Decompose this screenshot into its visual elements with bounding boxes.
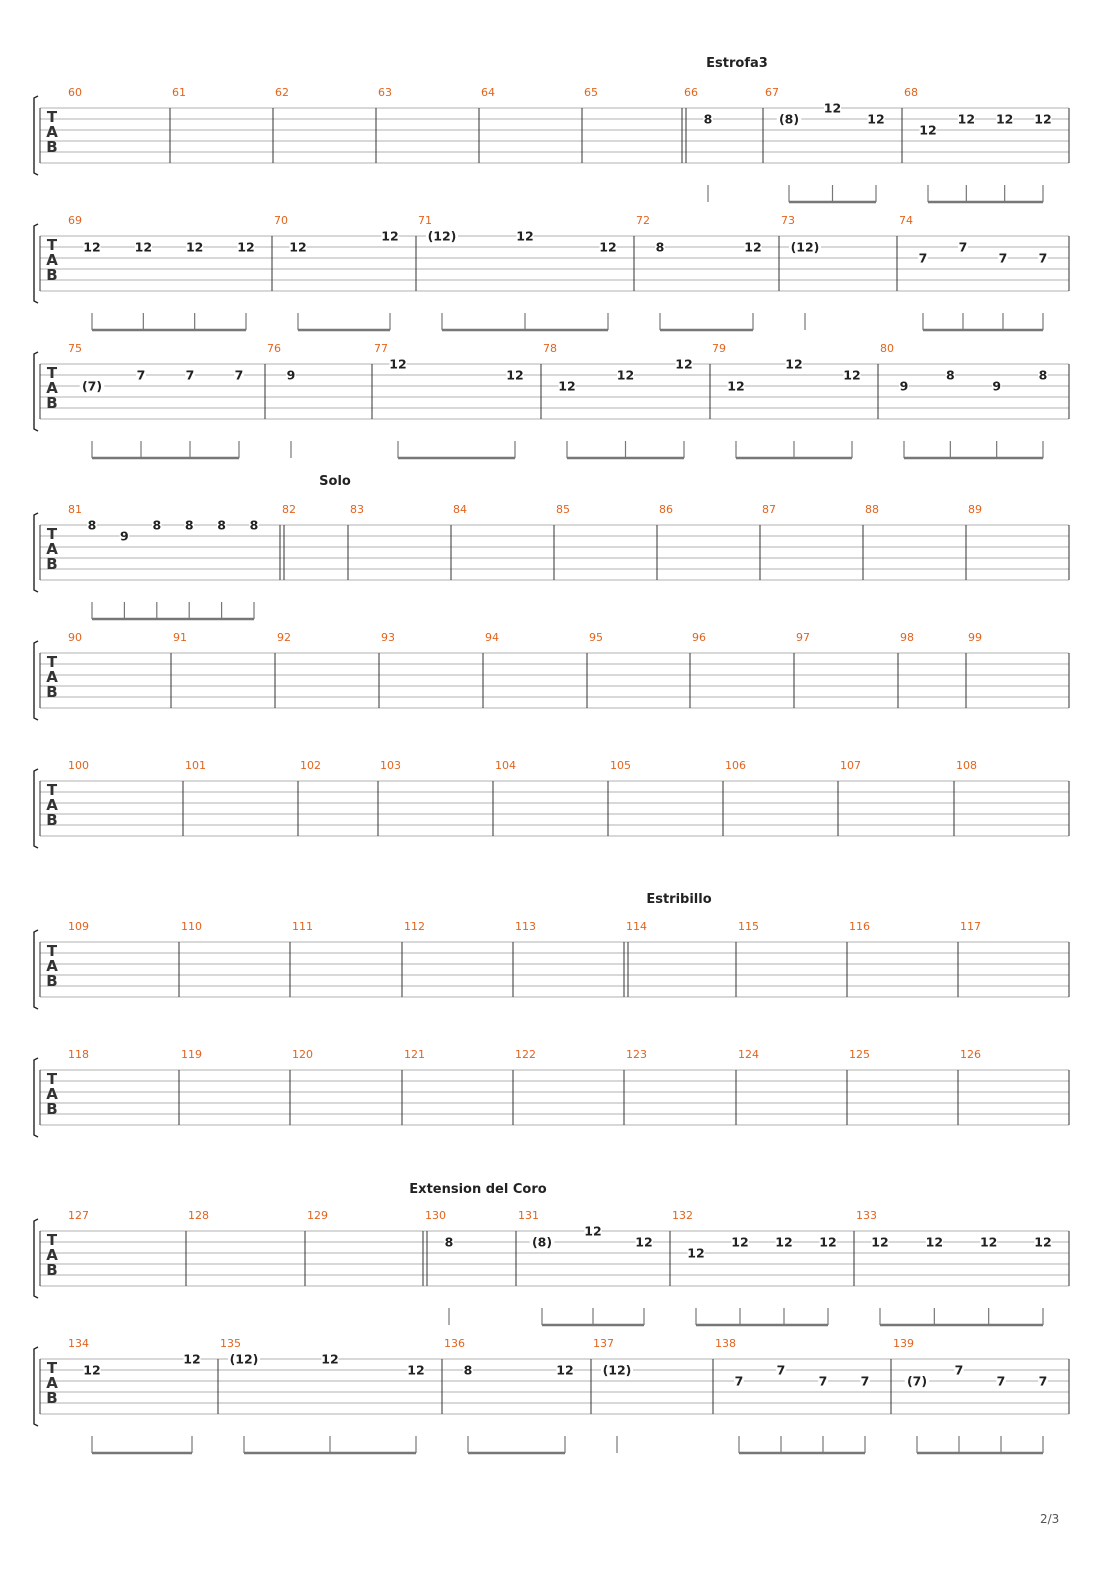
- fret-number: 12: [727, 378, 745, 394]
- measure: [765, 86, 885, 202]
- measure-number: 73: [781, 214, 795, 227]
- measure: [968, 503, 982, 516]
- system-bracket: [34, 96, 38, 175]
- measure: [692, 631, 706, 644]
- fret-number: 12: [185, 239, 204, 255]
- tab-clef-letter: B: [46, 972, 58, 990]
- tab-clef-letter: A: [46, 796, 58, 814]
- measure-number: 107: [840, 759, 861, 772]
- measure-number: 81: [68, 503, 82, 516]
- fret-number: 9: [899, 378, 909, 394]
- fret-number: 12: [823, 100, 842, 116]
- measure-number: 98: [900, 631, 914, 644]
- measure: [849, 1048, 870, 1061]
- measure: [515, 920, 536, 933]
- measure: [781, 214, 821, 330]
- measure-number: 130: [425, 1209, 446, 1222]
- measure-number: 135: [220, 1337, 241, 1350]
- fret-number: 12: [83, 239, 101, 255]
- measure-number: 133: [856, 1209, 877, 1222]
- measure: [277, 631, 291, 644]
- tab-clef-letter: B: [46, 1100, 58, 1118]
- fret-number: 7: [958, 239, 968, 255]
- fret-number: (12): [602, 1362, 632, 1378]
- fret-number: 7: [734, 1373, 744, 1389]
- fret-number: 8: [217, 517, 226, 533]
- measure: [188, 1209, 209, 1222]
- measure: [659, 503, 673, 516]
- measure-number: 75: [68, 342, 82, 355]
- measure-number: 137: [593, 1337, 614, 1350]
- measure-number: 128: [188, 1209, 209, 1222]
- measure: [374, 342, 524, 458]
- measure: [796, 631, 810, 644]
- tab-clef-letter: B: [46, 1389, 58, 1407]
- tab-clef-letter: T: [46, 108, 58, 126]
- measure-number: 91: [173, 631, 187, 644]
- measure: [404, 1048, 425, 1061]
- tab-system: [34, 56, 1069, 202]
- system-bracket: [34, 641, 38, 720]
- tab-clef-letter: A: [46, 540, 58, 558]
- measure: [589, 631, 603, 644]
- fret-number: 9: [992, 378, 1002, 394]
- fret-number: 12: [183, 1351, 201, 1367]
- fret-number: 12: [1034, 111, 1052, 127]
- measure-number: 85: [556, 503, 570, 516]
- fret-number: 8: [87, 517, 97, 533]
- measure: [518, 1209, 653, 1325]
- measure-number: 117: [960, 920, 981, 933]
- measure-number: 95: [589, 631, 603, 644]
- section-heading: Solo: [319, 474, 351, 489]
- fret-number: 12: [506, 367, 524, 383]
- fret-number: 12: [83, 1362, 101, 1378]
- fret-number: 12: [819, 1234, 837, 1250]
- measure-number: 82: [282, 503, 296, 516]
- measure: [738, 920, 759, 933]
- measure: [68, 631, 82, 644]
- measure-number: 110: [181, 920, 202, 933]
- measure: [515, 1048, 536, 1061]
- fret-number: 8: [463, 1362, 473, 1378]
- measure: [378, 86, 392, 99]
- measure-number: 65: [584, 86, 598, 99]
- system-bracket: [34, 1347, 38, 1426]
- measure: [960, 920, 981, 933]
- system-bracket: [34, 769, 38, 848]
- fret-number: (8): [531, 1234, 553, 1250]
- measure-number: 67: [765, 86, 779, 99]
- measure: [900, 631, 914, 644]
- fret-number: 12: [775, 1234, 793, 1250]
- fret-number: 12: [616, 367, 635, 383]
- system-bracket: [34, 513, 38, 592]
- measure-number: 126: [960, 1048, 981, 1061]
- measure: [849, 920, 870, 933]
- measure-number: 109: [68, 920, 89, 933]
- measure-number: 104: [495, 759, 516, 772]
- fret-number: 12: [1034, 1234, 1052, 1250]
- measure: [968, 631, 982, 644]
- measure-number: 129: [307, 1209, 328, 1222]
- measure: [418, 214, 617, 330]
- tab-clef-letter: T: [46, 1231, 58, 1249]
- measure-number: 72: [636, 214, 650, 227]
- measure-number: 99: [968, 631, 982, 644]
- measure-number: 124: [738, 1048, 759, 1061]
- fret-number: 12: [407, 1362, 425, 1378]
- measure-number: 87: [762, 503, 776, 516]
- fret-number: 12: [321, 1351, 339, 1367]
- measure-number: 112: [404, 920, 425, 933]
- measure: [865, 503, 879, 516]
- tab-clef-letter: T: [46, 525, 58, 543]
- measure-number: 92: [277, 631, 291, 644]
- fret-number: 7: [1038, 1373, 1048, 1389]
- fret-number: 12: [675, 356, 693, 372]
- fret-number: 7: [954, 1362, 964, 1378]
- measure: [636, 214, 762, 330]
- measure-number: 86: [659, 503, 673, 516]
- measure: [672, 1209, 837, 1325]
- measure-number: 118: [68, 1048, 89, 1061]
- measure: [68, 1048, 89, 1061]
- measure: [292, 920, 313, 933]
- fret-number: 8: [249, 517, 259, 533]
- fret-number: 7: [1038, 250, 1048, 266]
- tab-clef-letter: B: [46, 555, 58, 573]
- measure-number: 125: [849, 1048, 870, 1061]
- fret-number: 12: [635, 1234, 653, 1250]
- fret-number: 7: [860, 1373, 870, 1389]
- measure: [68, 1209, 89, 1222]
- measure-number: 63: [378, 86, 392, 99]
- measure: [181, 920, 202, 933]
- measure-number: 88: [865, 503, 879, 516]
- measure-number: 62: [275, 86, 289, 99]
- measure: [68, 342, 244, 458]
- measure: [409, 1182, 546, 1325]
- fret-number: 7: [185, 367, 195, 383]
- measure: [444, 1337, 574, 1453]
- measure-number: 89: [968, 503, 982, 516]
- fret-number: 12: [843, 367, 861, 383]
- measure: [380, 759, 401, 772]
- measure: [715, 1337, 870, 1453]
- measure-number: 108: [956, 759, 977, 772]
- measure-number: 101: [185, 759, 206, 772]
- measure: [543, 342, 693, 458]
- fret-number: 12: [556, 1362, 574, 1378]
- measure-number: 90: [68, 631, 82, 644]
- measure: [593, 1337, 633, 1453]
- measure: [712, 342, 861, 458]
- measure-number: 64: [481, 86, 495, 99]
- fret-number: 8: [945, 367, 955, 383]
- measure: [220, 1337, 425, 1453]
- measure-number: 119: [181, 1048, 202, 1061]
- measure: [68, 920, 89, 933]
- measure-number: 113: [515, 920, 536, 933]
- tab-clef-letter: B: [46, 266, 58, 284]
- tab-clef-letter: A: [46, 668, 58, 686]
- system-bracket: [34, 930, 38, 1009]
- measure: [725, 759, 746, 772]
- fret-number: (12): [427, 228, 457, 244]
- measure-number: 106: [725, 759, 746, 772]
- measure: [181, 1048, 202, 1061]
- measure: [904, 86, 1052, 202]
- measure-number: 70: [274, 214, 288, 227]
- measure: [68, 759, 89, 772]
- tab-clef-letter: T: [46, 364, 58, 382]
- tab-clef-letter: B: [46, 394, 58, 412]
- fret-number: 8: [184, 517, 194, 533]
- fret-number: 8: [655, 239, 665, 255]
- measure: [626, 892, 712, 933]
- fret-number: 9: [120, 528, 129, 544]
- measure: [960, 1048, 981, 1061]
- tab-clef-letter: T: [46, 781, 58, 799]
- tab-clef-letter: B: [46, 811, 58, 829]
- tab-clef-letter: T: [46, 1070, 58, 1088]
- measure-number: 68: [904, 86, 918, 99]
- fret-number: 8: [152, 517, 162, 533]
- fret-number: 12: [995, 111, 1014, 127]
- measure-number: 84: [453, 503, 467, 516]
- fret-number: 12: [785, 356, 803, 372]
- measure-number: 138: [715, 1337, 736, 1350]
- measure-number: 96: [692, 631, 706, 644]
- tab-system: [34, 1048, 1069, 1137]
- measure-number: 61: [172, 86, 186, 99]
- measure-number: 94: [485, 631, 499, 644]
- measure: [899, 214, 1048, 330]
- tab-system: [34, 1337, 1069, 1453]
- measure: [453, 503, 467, 516]
- fret-number: 12: [687, 1245, 705, 1261]
- measure: [68, 214, 255, 330]
- section-heading: Extension del Coro: [409, 1182, 547, 1197]
- measure-number: 114: [626, 920, 647, 933]
- measure-number: 76: [267, 342, 281, 355]
- measure: [738, 1048, 759, 1061]
- fret-number: 12: [584, 1223, 602, 1239]
- measure-number: 123: [626, 1048, 647, 1061]
- fret-number: 7: [234, 367, 244, 383]
- tab-system: [34, 474, 1069, 619]
- tab-clef-letter: A: [46, 379, 58, 397]
- fret-number: 12: [599, 239, 617, 255]
- measure: [556, 503, 570, 516]
- fret-number: 8: [1038, 367, 1048, 383]
- measure-number: 100: [68, 759, 89, 772]
- page-number: 2/3: [1040, 1512, 1060, 1526]
- measure-number: 80: [880, 342, 894, 355]
- measure: [275, 86, 289, 99]
- tab-system: [34, 1182, 1069, 1325]
- measure-number: 102: [300, 759, 321, 772]
- fret-number: (7): [81, 378, 103, 394]
- measure: [267, 342, 296, 458]
- measure-number: 122: [515, 1048, 536, 1061]
- measure: [68, 86, 82, 99]
- measure-number: 121: [404, 1048, 425, 1061]
- fret-number: 7: [996, 1373, 1006, 1389]
- measure-number: 111: [292, 920, 313, 933]
- tab-clef-letter: A: [46, 957, 58, 975]
- system-bracket: [34, 224, 38, 303]
- system-bracket: [34, 1058, 38, 1137]
- fret-number: 12: [558, 378, 576, 394]
- tab-clef-letter: A: [46, 1085, 58, 1103]
- tab-clef-letter: T: [46, 653, 58, 671]
- measure: [173, 631, 187, 644]
- fret-number: (8): [778, 111, 800, 127]
- fret-number: 12: [919, 122, 937, 138]
- measure: [610, 759, 631, 772]
- measure-number: 127: [68, 1209, 89, 1222]
- measure-number: 105: [610, 759, 631, 772]
- measure-number: 83: [350, 503, 364, 516]
- measure-number: 71: [418, 214, 432, 227]
- fret-number: 12: [957, 111, 976, 127]
- fret-number: 7: [918, 250, 928, 266]
- fret-number: 9: [286, 367, 296, 383]
- measure-number: 139: [893, 1337, 914, 1350]
- measure-number: 79: [712, 342, 726, 355]
- tab-system: [34, 892, 1069, 1009]
- measure-number: 93: [381, 631, 395, 644]
- fret-number: 12: [389, 356, 407, 372]
- fret-number: 12: [867, 111, 885, 127]
- tab-clef-letter: T: [46, 1359, 58, 1377]
- fret-number: 7: [818, 1373, 828, 1389]
- system-bracket: [34, 1219, 38, 1298]
- measure-number: 77: [374, 342, 388, 355]
- fret-number: 7: [998, 250, 1008, 266]
- measure-number: 134: [68, 1337, 89, 1350]
- tab-system: [34, 214, 1069, 330]
- fret-number: 12: [381, 228, 399, 244]
- measure: [485, 631, 499, 644]
- measure-number: 131: [518, 1209, 539, 1222]
- measure: [307, 1209, 328, 1222]
- measure: [274, 214, 399, 330]
- measure-number: 66: [684, 86, 698, 99]
- tab-clef-letter: A: [46, 251, 58, 269]
- measure: [495, 759, 516, 772]
- fret-number: 7: [776, 1362, 786, 1378]
- measure-number: 74: [899, 214, 913, 227]
- measure: [840, 759, 861, 772]
- measure: [856, 1209, 1052, 1325]
- measure: [956, 759, 977, 772]
- measure-number: 60: [68, 86, 82, 99]
- tab-clef-letter: B: [46, 1261, 58, 1279]
- measure-number: 69: [68, 214, 82, 227]
- tab-clef-letter: A: [46, 1374, 58, 1392]
- measure: [684, 56, 768, 202]
- tab-clef-letter: B: [46, 138, 58, 156]
- measure: [762, 503, 776, 516]
- measure: [350, 503, 364, 516]
- tab-system: [34, 759, 1069, 848]
- measure: [893, 1337, 1048, 1453]
- measure: [880, 342, 1048, 458]
- measure: [626, 1048, 647, 1061]
- measure-number: 78: [543, 342, 557, 355]
- tab-clef-letter: A: [46, 1246, 58, 1264]
- measure: [68, 1337, 201, 1453]
- fret-number: 8: [703, 111, 713, 127]
- fret-number: 12: [871, 1234, 889, 1250]
- tab-clef-letter: T: [46, 236, 58, 254]
- system-bracket: [34, 352, 38, 431]
- fret-number: 12: [731, 1234, 749, 1250]
- measure: [185, 759, 206, 772]
- tab-clef-letter: A: [46, 123, 58, 141]
- section-heading: Estribillo: [646, 892, 712, 907]
- measure-number: 103: [380, 759, 401, 772]
- measure-number: 120: [292, 1048, 313, 1061]
- tab-clef-letter: T: [46, 942, 58, 960]
- tab-system: [34, 342, 1069, 458]
- measure-number: 132: [672, 1209, 693, 1222]
- fret-number: 12: [289, 239, 307, 255]
- fret-number: 12: [744, 239, 762, 255]
- fret-number: 12: [237, 239, 255, 255]
- measure-number: 116: [849, 920, 870, 933]
- fret-number: 12: [134, 239, 153, 255]
- measure: [292, 1048, 313, 1061]
- measure: [172, 86, 186, 99]
- fret-number: 7: [136, 367, 146, 383]
- measure-number: 115: [738, 920, 759, 933]
- measure: [404, 920, 425, 933]
- fret-number: (12): [790, 239, 820, 255]
- section-heading: Estrofa3: [706, 56, 768, 71]
- measure: [282, 474, 351, 516]
- tab-system: [34, 631, 1069, 720]
- measure: [481, 86, 495, 99]
- fret-number: (7): [906, 1373, 928, 1389]
- fret-number: 12: [925, 1234, 944, 1250]
- fret-number: 8: [444, 1234, 454, 1250]
- measure: [584, 86, 598, 99]
- measure: [68, 503, 259, 619]
- measure-number: 136: [444, 1337, 465, 1350]
- measure: [381, 631, 395, 644]
- fret-number: 12: [516, 228, 534, 244]
- fret-number: 12: [979, 1234, 998, 1250]
- measure: [300, 759, 321, 772]
- measure-number: 97: [796, 631, 810, 644]
- tab-clef-letter: B: [46, 683, 58, 701]
- fret-number: (12): [229, 1351, 259, 1367]
